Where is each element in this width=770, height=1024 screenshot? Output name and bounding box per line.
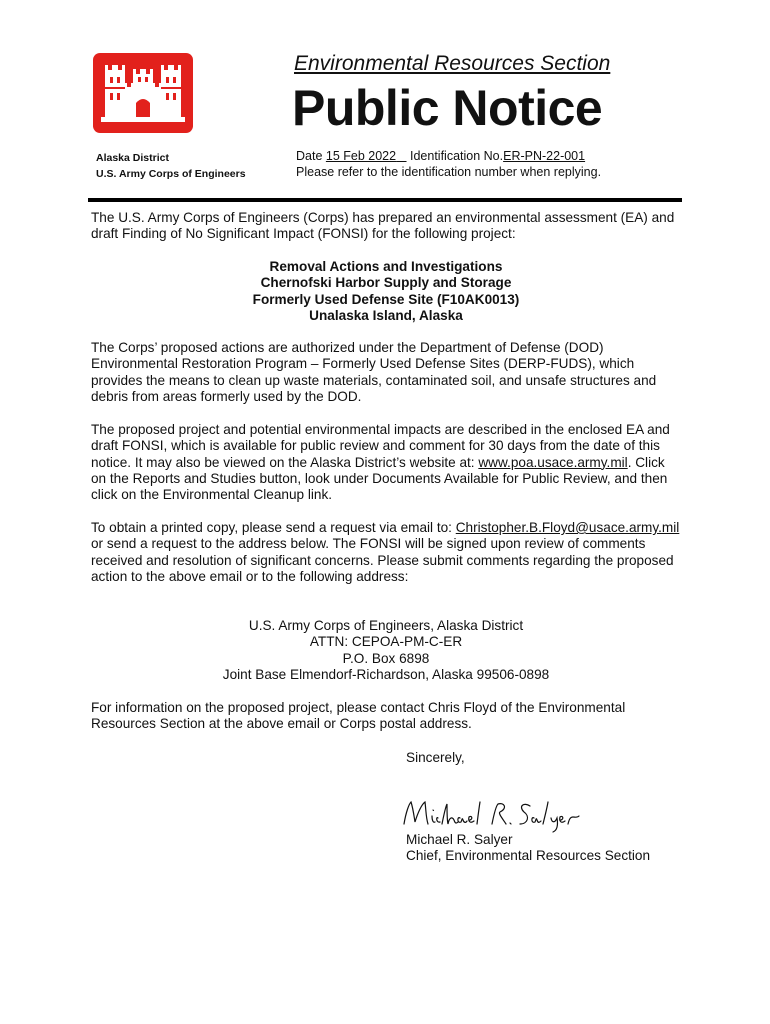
agency-name: U.S. Army Corps of Engineers (96, 168, 246, 180)
handwritten-signature (400, 794, 585, 834)
section-title: Environmental Resources Section (294, 52, 611, 75)
intro-paragraph: The U.S. Army Corps of Engineers (Corps) has prepared an environmental assessment (EA) and draft Finding of No Significant Impact (FONSI) for the following project: (91, 210, 675, 242)
closing-sincerely: Sincerely, (406, 750, 465, 765)
date-label: Date (296, 149, 323, 163)
address-line-2: ATTN: CEPOA-PM-C-ER (309, 634, 463, 650)
review-paragraph: The proposed project and potential environmental impacts are described in the enclosed EA and draft FONSI, which is available for public review and comment for 30 days from the date of this notice. It may also be viewed on the Alaska District’s website at: www.poa.usace.army.mil. Click on the Reports and Studies button, look under Documents Available for Public Review, and then click on the Environmental Cleanup link. (91, 422, 670, 503)
district-block (96, 150, 246, 182)
project-line-4: Unalaska Island, Alaska (309, 307, 463, 323)
district-name: Alaska District (96, 152, 169, 164)
id-note: Please refer to the identification number when replying. (296, 165, 602, 179)
date-value: 15 Feb 2022 (325, 149, 397, 163)
website-link[interactable]: www.poa.usace.army.mil (478, 454, 628, 470)
id-value: ER-PN-22-001 (503, 149, 586, 163)
email-link[interactable]: Christopher.B.Floyd@usace.army.mil (455, 520, 680, 535)
signer-name: Michael R. Salyer (406, 832, 513, 847)
usace-castle-logo (93, 53, 193, 133)
project-block (91, 259, 681, 324)
header-divider (88, 198, 682, 202)
address-line-4: Joint Base Elmendorf-Richardson, Alaska 99506-0898 (222, 666, 550, 682)
address-line-3: P.O. Box 6898 (342, 650, 430, 666)
project-line-1: Removal Actions and Investigations (269, 259, 503, 274)
project-line-3: Formerly Used Defense Site (F10AK0013) (252, 291, 520, 307)
signer-title: Chief, Environmental Resources Section (406, 848, 651, 863)
request-paragraph: To obtain a printed copy, please send a request via email to: Christopher.B.Floyd@usace.army.mil or send a request to the address below. The FONSI will be signed upon review of comments received and resolution of significant concerns. Please submit comments regarding the proposed action to the above email or to the following address: (91, 520, 680, 584)
project-line-2: Chernofski Harbor Supply and Storage (260, 275, 512, 291)
id-label: Identification No. (410, 149, 504, 163)
contact-paragraph: For information on the proposed project, please contact Chris Floyd of the Environmental Resources Section at the above email or Corps postal address. (91, 700, 626, 732)
address-line-1: U.S. Army Corps of Engineers, Alaska District (248, 618, 524, 633)
mailing-address (91, 618, 681, 683)
date-id-block (296, 148, 601, 180)
notice-title: Public Notice (292, 80, 603, 136)
authority-paragraph: The Corps’ proposed actions are authorized under the Department of Defense (DOD) Environmental Restoration Program – Formerly Used Defense Sites (DERP-FUDS), which provides the means to clean up waste materials, contaminated soil, and unsafe structures and debris from areas formerly used by the DOD. (91, 340, 657, 404)
